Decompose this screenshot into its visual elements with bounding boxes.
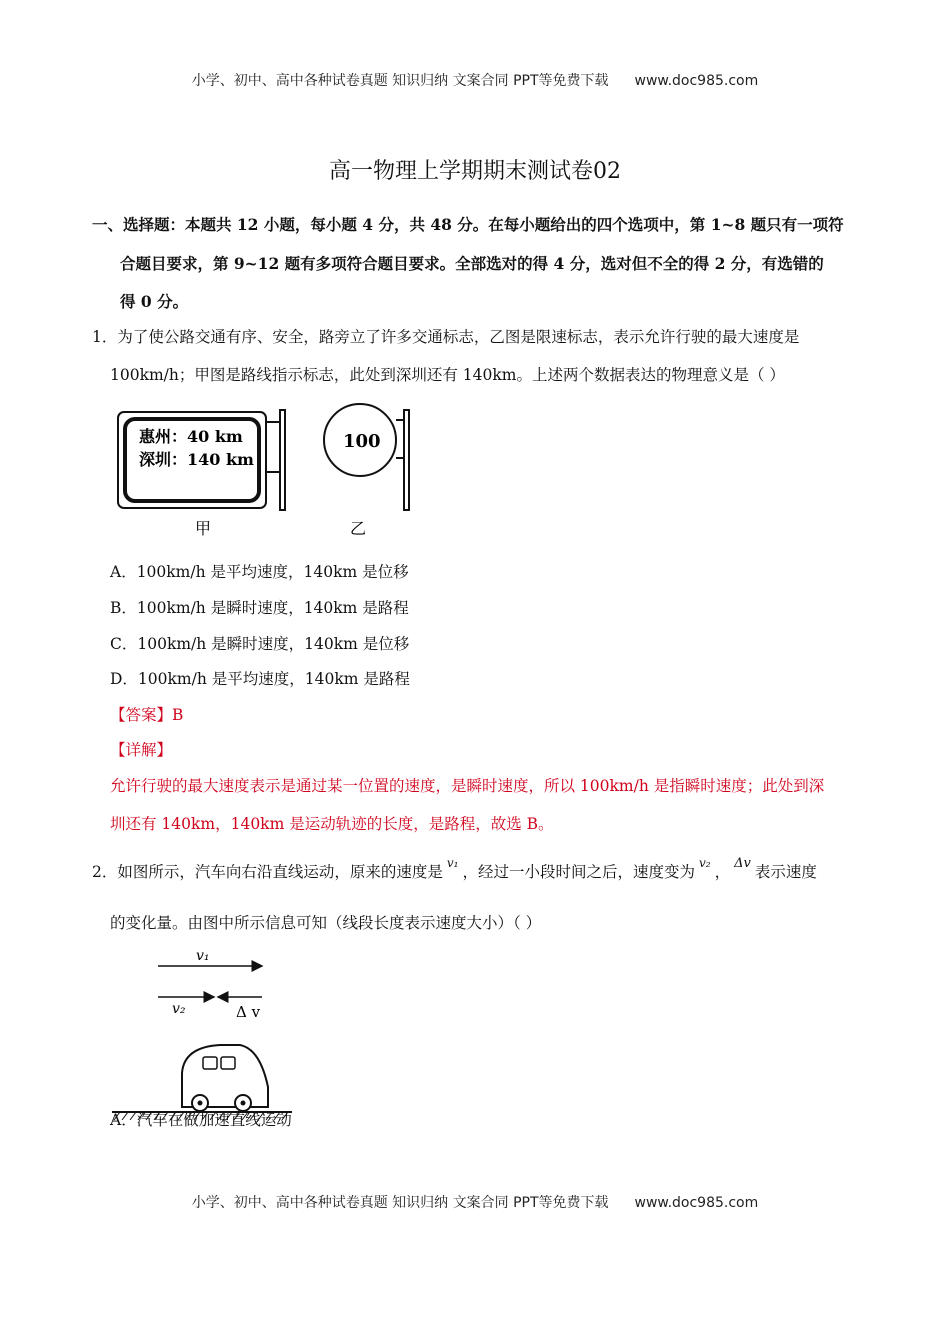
dv-label: Δ v <box>236 1003 261 1021</box>
q1-detail-line2: 圳还有 140km，140km 是运动轨迹的长度，是路程，故选 B。 <box>110 815 554 833</box>
q2-stem-part1: 2．如图所示，汽车向右沿直线运动，原来的速度是 <box>92 863 443 881</box>
label-yi: 乙 <box>350 519 367 538</box>
car-icon <box>182 1045 268 1111</box>
q1-option-c[interactable]: C．100km/h 是瞬时速度，140km 是位移 <box>110 635 410 653</box>
q2-stem-line1 <box>92 856 817 882</box>
speed-limit-sign <box>324 404 409 538</box>
page-footer <box>0 1192 950 1212</box>
q2-car-velocity-figure <box>110 945 300 1125</box>
page-title: 高一物理上学期期末测试卷02 <box>329 159 621 184</box>
q1-stem-line1: 1．为了使公路交通有序、安全，路旁立了许多交通标志，乙图是限速标志，表示允许行驶的最大速度是 <box>92 328 800 346</box>
section-instructions-line2: 合题目要求，第 9~12 题有多项符合题目要求。全部选对的得 4 分，选对但不全的得 2 分，有选错的 <box>120 254 824 273</box>
header-url[interactable]: www.doc985.com <box>634 73 759 89</box>
q1-detail-line1: 允许行驶的最大速度表示是通过某一位置的速度，是瞬时速度，所以 100km/h 是指瞬时速度；此处到深 <box>110 777 825 795</box>
q2-stem-line2: 的变化量。由图中所示信息可知（线段长度表示速度大小）（ ） <box>110 914 542 932</box>
speed-sign-post <box>404 410 409 510</box>
section-instructions-line3: 得 0 分。 <box>120 292 189 311</box>
footer-text: 小学、初中、高中各种试卷真题 知识归纳 文案合同 PPT等免费下载 <box>191 1195 609 1211</box>
v1-label: v₁ <box>196 948 210 964</box>
route-sign-line1: 惠州：40 km <box>139 427 243 446</box>
q1-option-b[interactable]: B．100km/h 是瞬时速度，140km 是路程 <box>110 599 409 617</box>
q1-stem-line2: 100km/h；甲图是路线指示标志，此处到深圳还有 140km。上述两个数据表达的物理意义是（ ） <box>110 366 785 384</box>
q2-dv-symbol: Δv <box>734 856 751 871</box>
q1-detail-label: 【详解】 <box>110 741 173 759</box>
section-instructions-line1: 一、选择题：本题共 12 小题，每小题 4 分，共 48 分。在每小题给出的四个选项中，第 1~8 题只有一项符 <box>92 215 844 234</box>
q2-stem-part2: ，经过一小段时间之后，速度变为 <box>462 863 695 881</box>
q1-option-a[interactable]: A．100km/h 是平均速度，140km 是位移 <box>110 563 409 581</box>
page-header <box>0 70 950 90</box>
route-sign <box>118 410 285 538</box>
v1-arrow <box>158 948 262 966</box>
route-sign-line2: 深圳：140 km <box>139 450 254 469</box>
footer-url[interactable]: www.doc985.com <box>634 1195 759 1211</box>
label-jia: 甲 <box>195 519 212 538</box>
route-sign-post <box>280 410 285 510</box>
q1-option-d[interactable]: D．100km/h 是平均速度，140km 是路程 <box>110 670 410 688</box>
q2-stem-part3: ， <box>714 863 731 881</box>
v2-arrow <box>158 997 214 1017</box>
q2-option-a[interactable]: A．汽车在做加速直线运动 <box>110 1111 292 1129</box>
speed-limit-value: 100 <box>343 431 381 452</box>
v2-label: v₂ <box>172 1001 186 1017</box>
header-text: 小学、初中、高中各种试卷真题 知识归纳 文案合同 PPT等免费下载 <box>191 73 609 89</box>
q2-stem-part4: 表示速度 <box>754 863 817 881</box>
q2-v2-symbol: v₂ <box>698 856 711 870</box>
q1-answer: 【答案】B <box>110 706 184 724</box>
dv-arrow <box>218 997 262 1021</box>
q1-traffic-signs-figure <box>115 398 435 548</box>
q2-v1-symbol: v₁ <box>446 856 459 870</box>
